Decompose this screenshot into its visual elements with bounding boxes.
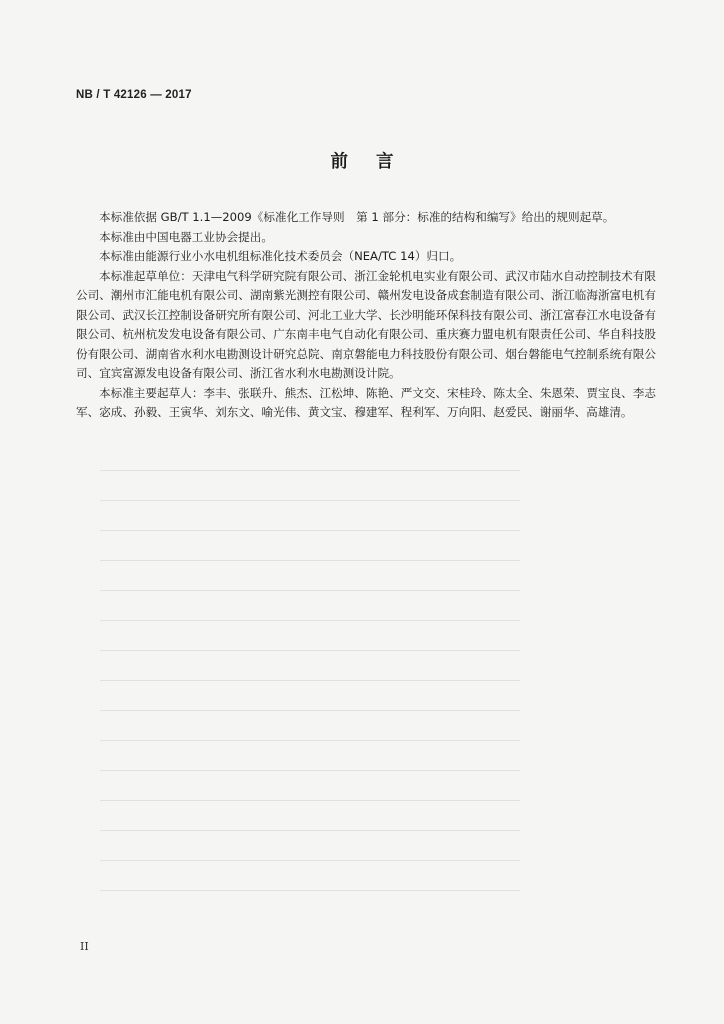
paragraph-drafting-rules: 本标准依据 GB/T 1.1—2009《标准化工作导则 第 1 部分：标准的结构和编写》给出的规则起草。 <box>99 210 615 224</box>
page-number: II <box>80 940 89 953</box>
page-title: 前言 <box>330 152 422 172</box>
paragraph-proposed-by: 本标准由中国电器工业协会提出。 <box>99 229 273 244</box>
paragraph-under-jurisdiction: 本标准由能源行业小水电机组标准化技术委员会（NEA/TC 14）归口。 <box>99 249 462 263</box>
paragraph-main-drafters: 本标准主要起草人：李丰、张联升、熊杰、江松坤、陈艳、严文交、宋桂玲、陈太全、朱恩荣、贾宝良、李志军、宓成、孙毅、王寅华、刘东文、喻光伟、黄文宝、穆建军、程利军、万向阳、赵爱民、谢丽华、高雄清。 <box>76 385 656 419</box>
paragraph-drafting-units: 本标准起草单位：天津电气科学研究院有限公司、浙江金轮机电实业有限公司、武汉市陆水自动控制技术有限公司、潮州市汇能电机有限公司、湖南紫光测控有限公司、赣州发电设备成套制造有限公司、浙江临海浙富电机有限公司、武汉长江控制设备研究所有限公司、河北工业大学、长沙明能环保科技有限公司、浙江富春江水电设备有限公司、杭州杭发发电设备有限公司、广东南丰电气自动化有限公司、重庆赛力盟电机有限责任公司、华自科技股份有限公司、湖南省水利水电勘测设计研究总院、南京磐能电力科技股份有限公司、烟台磐能电气控制系统有限公司、宜宾富源发电设备有限公司、浙江省水利水电勘测设计院。 <box>76 268 656 380</box>
foreword-body <box>76 208 656 423</box>
standard-code: NB / T 42126 — 2017 <box>76 89 192 101</box>
